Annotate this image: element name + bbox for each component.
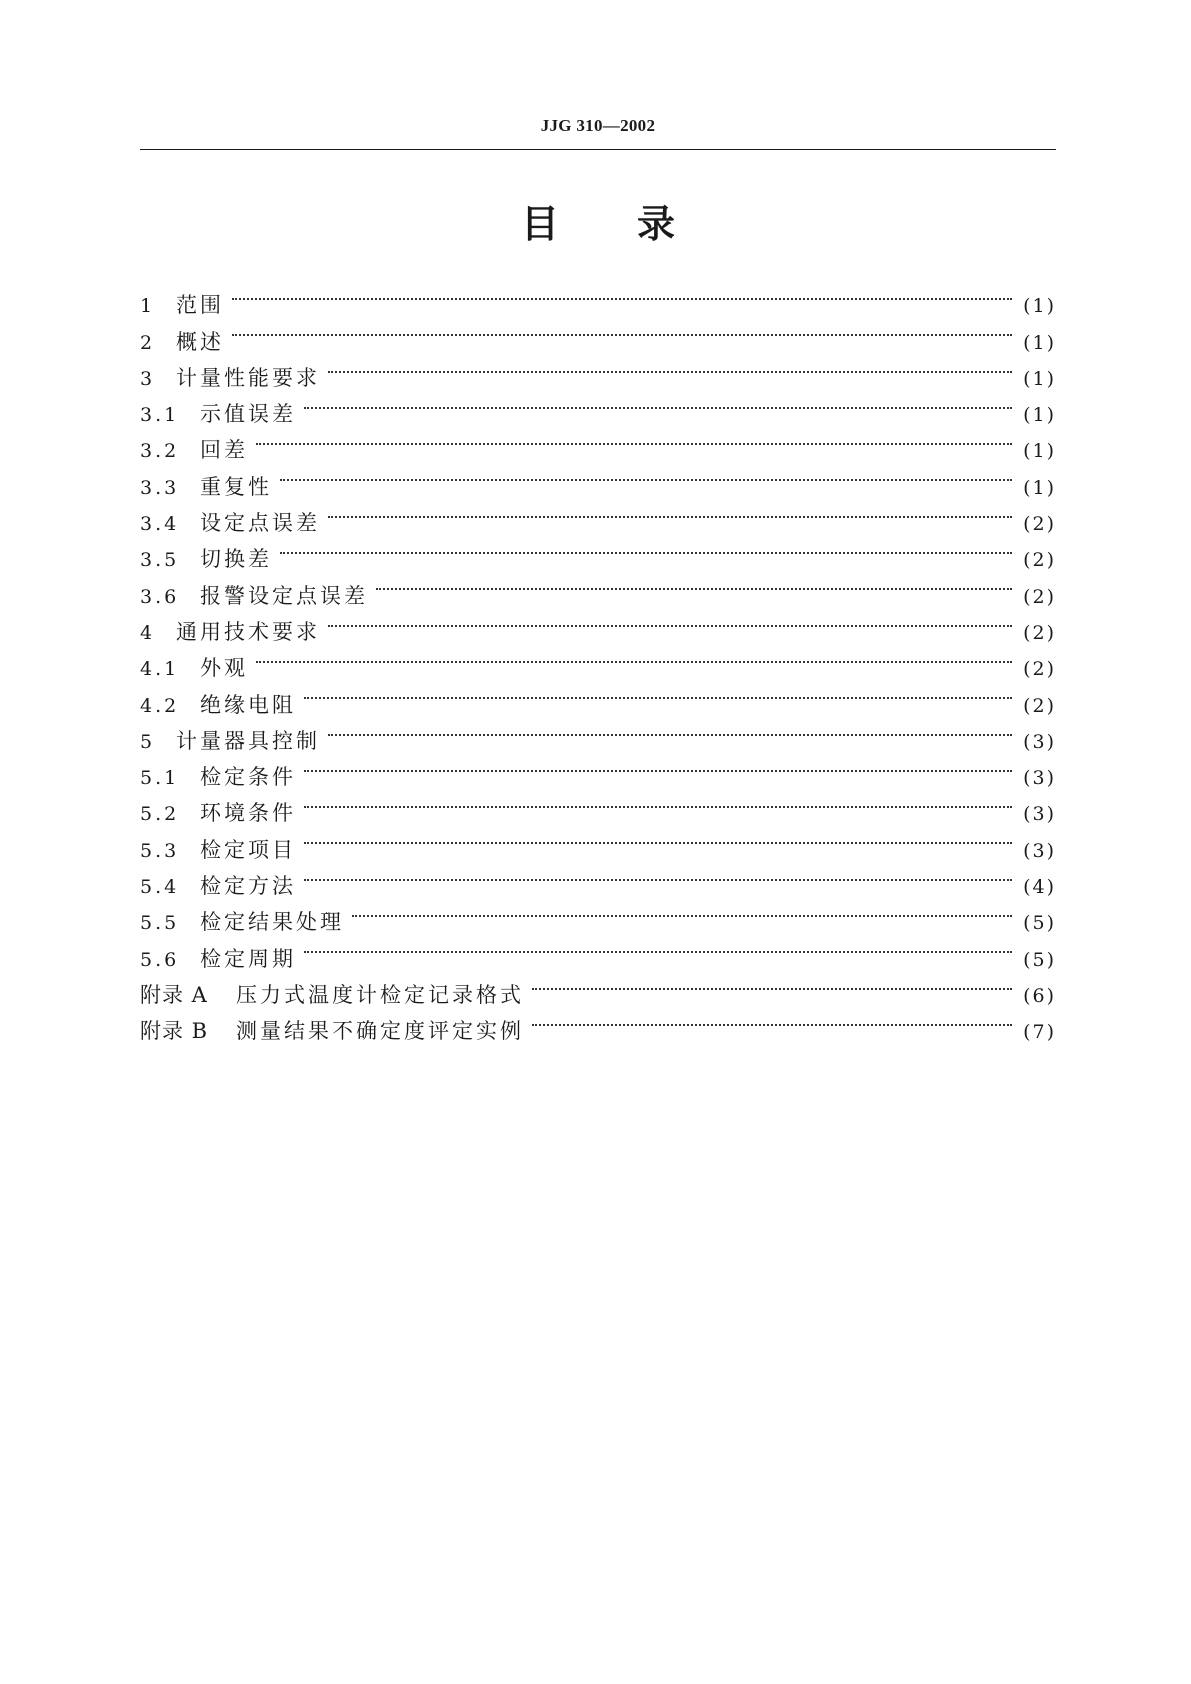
toc-entry-number: 5	[140, 730, 156, 753]
toc-entry-label: 检定条件	[200, 765, 296, 790]
toc-entry-number: 1	[140, 295, 156, 318]
toc-entry[interactable]	[140, 312, 1056, 354]
toc-leader-dots	[376, 566, 1016, 602]
toc-entry-page: (2)	[1023, 621, 1056, 644]
toc-entry-number: 3.4	[140, 513, 180, 536]
toc-entry-number: 5.1	[140, 767, 180, 790]
toc-entry-number: 3.3	[140, 476, 180, 499]
toc-leader-dots	[328, 494, 1016, 530]
toc-entry-label: 通用技术要求	[176, 619, 320, 644]
toc-entry[interactable]	[140, 421, 1056, 463]
toc-entry-number: 3.6	[140, 585, 180, 608]
toc-entry-number: 3.1	[140, 404, 180, 427]
toc-entry-page: (5)	[1023, 912, 1056, 935]
running-header: JJG 310—2002	[540, 116, 656, 135]
toc-leader-dots	[532, 966, 1016, 1002]
toc-title	[140, 196, 1056, 252]
toc-leader-dots	[328, 712, 1016, 748]
toc-entry-page: (1)	[1023, 331, 1056, 354]
toc-entry-page: (4)	[1023, 876, 1056, 899]
toc-leader-dots	[532, 1002, 1016, 1038]
toc-leader-dots	[280, 530, 1016, 566]
toc-entry-number: 5.3	[140, 839, 180, 862]
toc-entry-page: (3)	[1023, 730, 1056, 753]
toc-entry-number: 2	[140, 331, 156, 354]
toc-entry-page: (5)	[1023, 948, 1056, 971]
toc-entry-page: (1)	[1023, 367, 1056, 390]
toc-entry-page: (3)	[1023, 803, 1056, 826]
toc-entry-page: (2)	[1023, 694, 1056, 717]
toc-entry-page: (1)	[1023, 404, 1056, 427]
toc-entry-label: 检定结果处理	[200, 910, 344, 935]
toc-entry-page: (7)	[1023, 1021, 1056, 1044]
toc-entry-number: 附录 A	[140, 982, 208, 1007]
toc-entry-number: 5.6	[140, 948, 180, 971]
toc-leader-dots	[304, 857, 1016, 893]
toc-entry-number: 3	[140, 367, 156, 390]
toc-entry-label: 设定点误差	[200, 511, 320, 536]
toc-entry[interactable]	[140, 675, 1056, 717]
toc-entry-label: 报警设定点误差	[200, 583, 368, 608]
toc-entry-label: 概述	[176, 329, 224, 354]
toc-entry-page: (2)	[1023, 658, 1056, 681]
toc-entry-label: 绝缘电阻	[200, 692, 296, 717]
toc-leader-dots	[304, 820, 1016, 856]
toc-entry-page: (1)	[1023, 476, 1056, 499]
toc-title-char-1: 目	[520, 202, 559, 246]
toc-entry-page: (2)	[1023, 585, 1056, 608]
toc-entry-page: (1)	[1023, 440, 1056, 463]
toc-leader-dots	[304, 784, 1016, 820]
toc-leader-dots	[232, 276, 1016, 312]
toc-entry-number: 3.5	[140, 549, 180, 572]
toc-entry-page: (3)	[1023, 767, 1056, 790]
toc-list	[140, 276, 1056, 1044]
toc-entry[interactable]	[140, 457, 1056, 499]
toc-entry-number: 附录 B	[140, 1019, 209, 1044]
toc-title-char-2: 录	[637, 202, 676, 246]
toc-entry-number: 5.5	[140, 912, 180, 935]
toc-entry-label: 回差	[200, 438, 248, 463]
toc-leader-dots	[256, 421, 1016, 457]
toc-leader-dots	[304, 675, 1016, 711]
toc-entry-label: 计量器具控制	[176, 728, 320, 753]
header-rule	[140, 149, 1056, 150]
toc-leader-dots	[304, 748, 1016, 784]
toc-leader-dots	[232, 312, 1016, 348]
toc-entry-label: 测量结果不确定度评定实例	[236, 1019, 524, 1044]
toc-entry-page: (2)	[1023, 549, 1056, 572]
toc-entry-label: 环境条件	[200, 801, 296, 826]
toc-entry-label: 计量性能要求	[176, 365, 320, 390]
toc-entry-page: (6)	[1023, 984, 1056, 1007]
toc-entry-number: 4.1	[140, 658, 180, 681]
toc-leader-dots	[256, 639, 1016, 675]
toc-leader-dots	[328, 603, 1016, 639]
toc-entry-number: 3.2	[140, 440, 180, 463]
toc-entry[interactable]	[140, 349, 1056, 390]
toc-leader-dots	[280, 457, 1016, 493]
toc-leader-dots	[352, 893, 1016, 929]
toc-leader-dots	[304, 929, 1016, 965]
toc-entry-page: (1)	[1023, 295, 1056, 318]
toc-entry-label: 范围	[176, 293, 224, 318]
toc-leader-dots	[328, 349, 1016, 385]
toc-leader-dots	[304, 385, 1016, 421]
toc-entry[interactable]	[140, 639, 1056, 681]
toc-entry[interactable]	[140, 276, 1056, 318]
toc-entry-number: 4.2	[140, 694, 180, 717]
toc-entry-label: 重复性	[200, 474, 272, 499]
toc-entry-label: 检定方法	[200, 874, 296, 899]
toc-entry-page: (2)	[1023, 513, 1056, 536]
toc-entry-label: 示值误差	[200, 402, 296, 427]
toc-entry-number: 5.2	[140, 803, 180, 826]
toc-entry-label: 检定项目	[200, 837, 296, 862]
toc-entry-label: 检定周期	[200, 946, 296, 971]
toc-entry-page: (3)	[1023, 839, 1056, 862]
toc-entry-label: 外观	[200, 656, 248, 681]
toc-entry-label: 压力式温度计检定记录格式	[236, 982, 524, 1007]
toc-entry-number: 4	[140, 621, 156, 644]
toc-entry-number: 5.4	[140, 876, 180, 899]
toc-entry-label: 切换差	[200, 547, 272, 572]
